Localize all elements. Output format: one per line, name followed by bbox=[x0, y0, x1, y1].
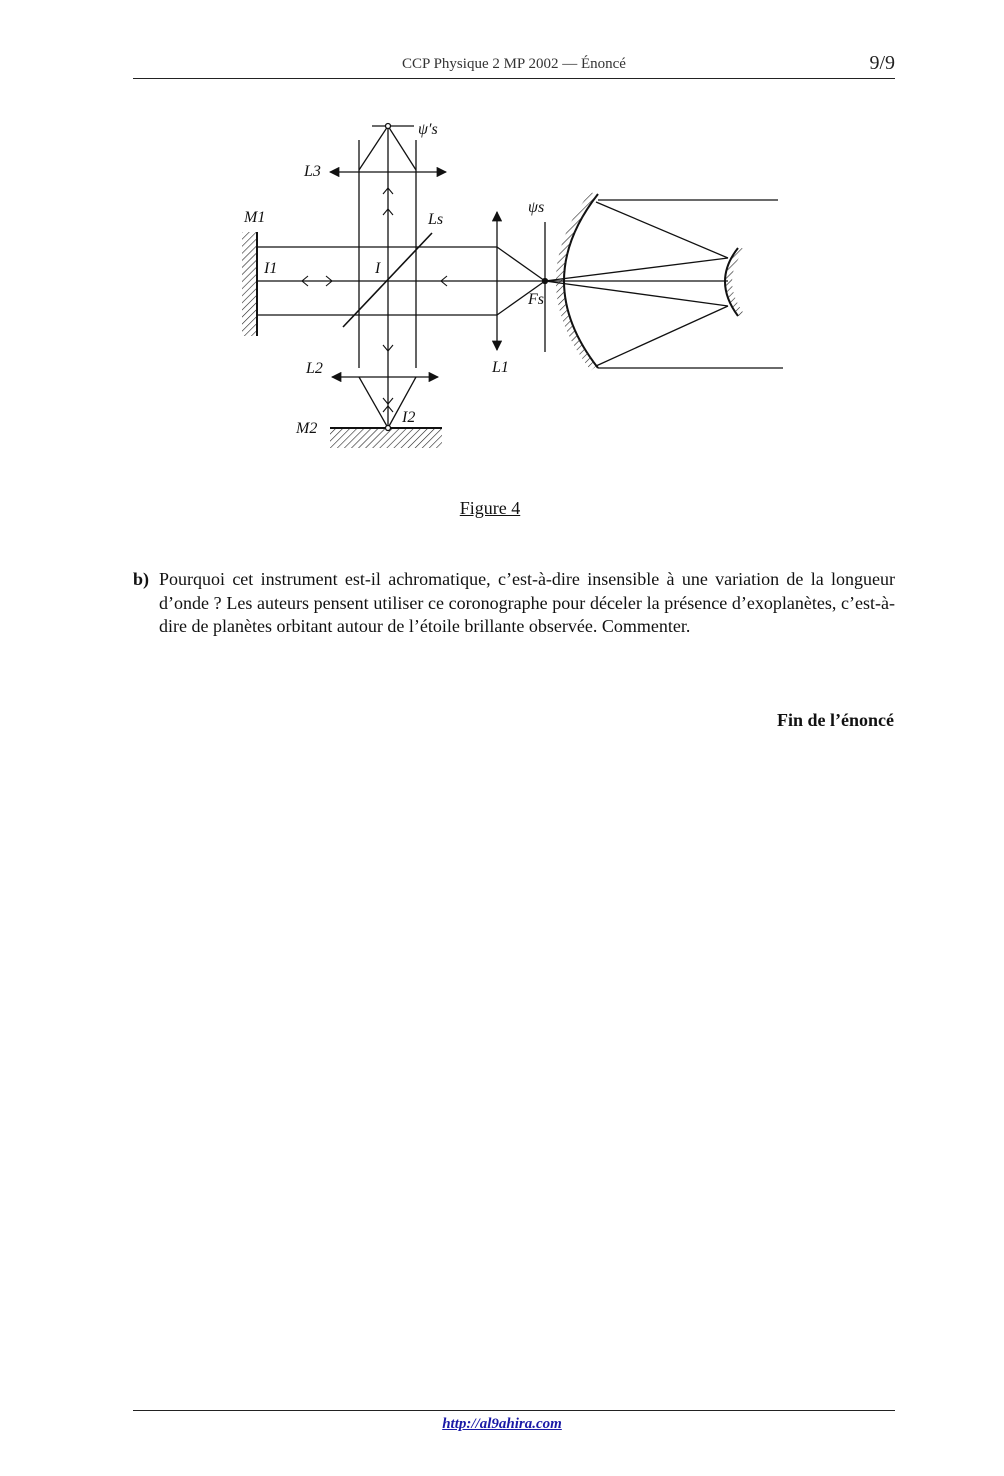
direction-arrows bbox=[302, 188, 447, 412]
point-i2 bbox=[386, 426, 391, 431]
beam-converge-top bbox=[497, 247, 545, 281]
figure-caption: Figure 4 bbox=[459, 498, 521, 518]
end-note: Fin de l’énoncé bbox=[777, 710, 894, 730]
beam-focus-top-right bbox=[388, 126, 416, 170]
label-l3: L3 bbox=[304, 163, 321, 180]
label-psi-s-prime: ψ′s bbox=[418, 121, 438, 138]
label-m1: M1 bbox=[244, 209, 266, 226]
label-psi-s: ψs bbox=[528, 199, 545, 216]
header-title: CCP Physique 2 MP 2002 — Énoncé bbox=[402, 56, 626, 72]
optical-diagram bbox=[0, 0, 1004, 490]
question-text: Pourquoi cet instrument est-il achromatique, c’est-à-dire insensible à une variation de la longueur d’onde ? Les auteurs pensent utiliser ce coronographe pour déceler la présence d’exoplanètes, c’est-à-dire de planètes orbitant autour de l’étoile brillante observée. Commenter. bbox=[159, 569, 895, 636]
label-fs: Fs bbox=[528, 291, 544, 308]
page-number: 9/9 bbox=[869, 52, 895, 74]
label-i: I bbox=[375, 260, 381, 277]
label-m2: M2 bbox=[296, 420, 318, 437]
label-l1: L1 bbox=[492, 359, 509, 376]
ray-primary-bottom bbox=[596, 306, 728, 366]
ray-secondary-bottom bbox=[545, 281, 728, 306]
beam-focus-top-left bbox=[359, 126, 388, 170]
label-i2: I2 bbox=[402, 409, 416, 426]
beam-focus-bottom-left bbox=[359, 377, 388, 428]
label-i1: I1 bbox=[264, 260, 278, 277]
footer-rule bbox=[133, 1410, 895, 1411]
question-b bbox=[133, 568, 895, 639]
ray-primary-top bbox=[596, 202, 728, 258]
point-psi-s-prime bbox=[386, 124, 391, 129]
mirror-m2-hatching bbox=[330, 428, 442, 448]
question-marker: b) bbox=[133, 569, 150, 589]
label-ls: Ls bbox=[428, 211, 444, 228]
label-l2: L2 bbox=[306, 360, 323, 377]
footer-link[interactable]: http://al9ahira.com bbox=[442, 1416, 562, 1432]
mirror-m1-hatching bbox=[242, 232, 257, 336]
ray-secondary-top bbox=[545, 258, 728, 281]
